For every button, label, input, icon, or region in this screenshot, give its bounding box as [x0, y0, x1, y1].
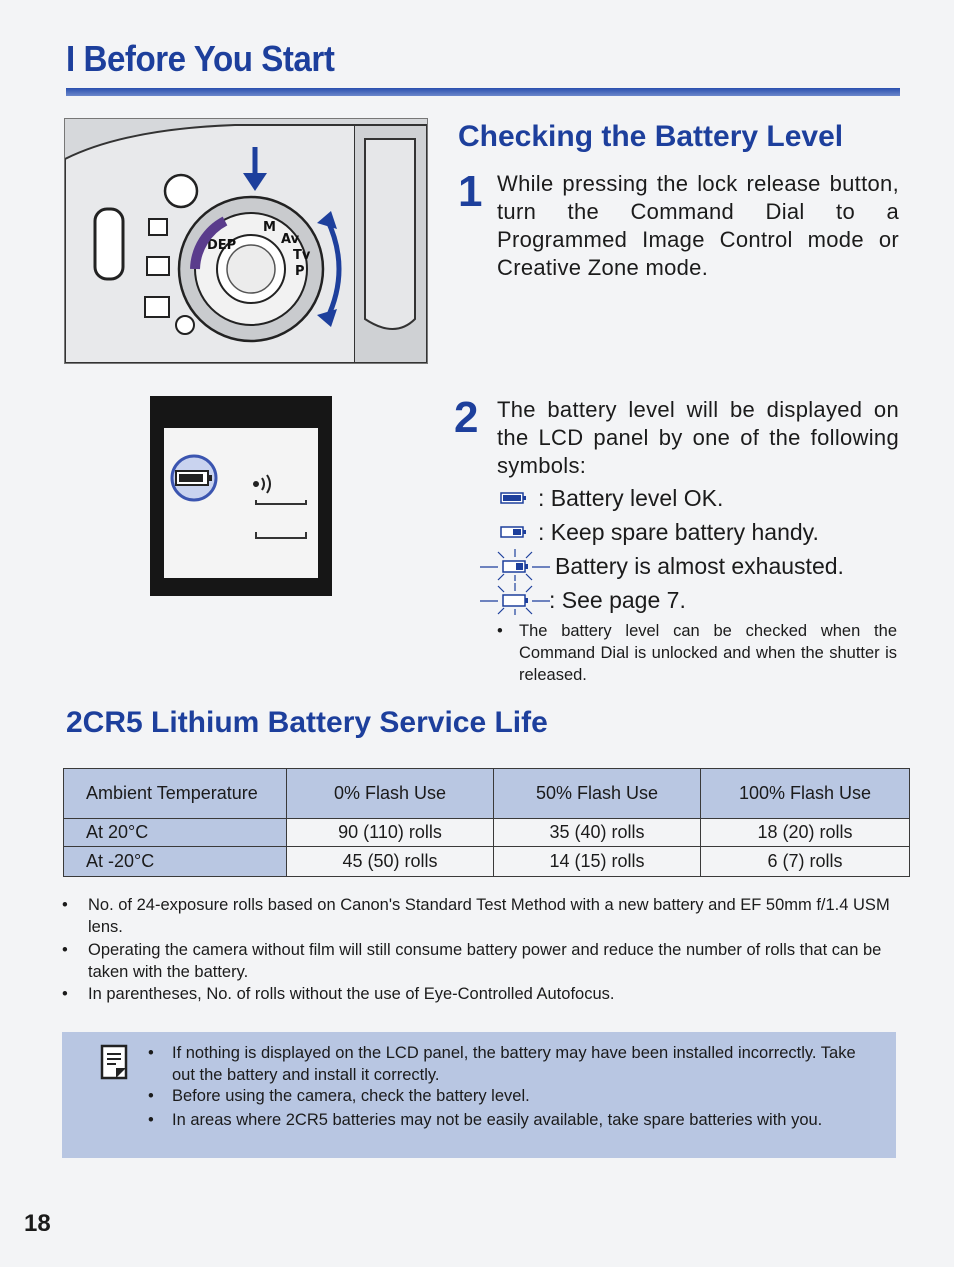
dial-mode-p: P	[295, 264, 305, 279]
table-note-3	[62, 983, 898, 1005]
bullet: •	[148, 1044, 154, 1062]
camera-dial-illustration	[64, 118, 428, 364]
symbol-row-see-page	[478, 582, 898, 616]
dial-mode-tv: Tv	[293, 248, 311, 263]
table-cell: 35 (40) rolls	[494, 819, 701, 847]
table-row-header: At 20°C	[64, 819, 287, 847]
title-rule	[66, 88, 900, 96]
dial-mode-av: Av	[281, 232, 300, 247]
table-note-text: Operating the camera without film will still consume battery power and reduce the number of rolls that can be taken with the battery.	[88, 941, 882, 981]
table-cell: 14 (15) rolls	[494, 847, 701, 877]
lcd-drawing	[150, 396, 332, 596]
lcd-panel-illustration	[150, 396, 332, 596]
camera-top-drawing	[65, 119, 427, 363]
bullet: •	[497, 622, 503, 640]
bullet: •	[62, 985, 68, 1003]
memo-item-1	[148, 1042, 868, 1086]
memo-item-text: Before using the camera, check the battery level.	[172, 1087, 530, 1105]
table-note-text: No. of 24-exposure rolls based on Canon's Standard Test Method with a new battery and EF 50mm f/1.4 USM lens.	[88, 896, 890, 936]
memo-item-text: In areas where 2CR5 batteries may not be easily available, take spare batteries with you.	[172, 1111, 823, 1129]
bullet: •	[148, 1087, 154, 1105]
table-row	[64, 819, 910, 847]
memo-item-text: If nothing is displayed on the LCD panel, the battery may have been installed incorrectly. Take out the battery and install it correctly.	[172, 1044, 856, 1084]
service-life-heading: 2CR5 Lithium Battery Service Life	[66, 706, 548, 739]
battery-low-icon	[500, 525, 528, 539]
table-note-1	[62, 894, 898, 938]
table-note-2	[62, 939, 898, 983]
page-number: 18	[24, 1210, 51, 1237]
battery-blinking-half-icon	[478, 548, 552, 582]
table-cell: 18 (20) rolls	[701, 819, 910, 847]
step-1-number: 1	[458, 167, 483, 216]
table-header-cell: Ambient Temperature	[64, 769, 287, 819]
symbol-row-spare	[500, 519, 900, 549]
step-2-number: 2	[454, 393, 479, 442]
step-2-note-text: The battery level can be checked when the Command Dial is unlocked and when the shutter is released.	[519, 622, 897, 684]
memo-icon	[100, 1044, 128, 1080]
symbol-ok-label: : Battery level OK.	[538, 485, 724, 511]
service-life-table-wrap	[63, 768, 910, 877]
table-cell: 45 (50) rolls	[287, 847, 494, 877]
bullet: •	[148, 1111, 154, 1129]
symbol-row-ok	[500, 485, 900, 515]
memo-item-3	[148, 1109, 868, 1131]
table-row-header: At -20°C	[64, 847, 287, 877]
step-1-text: While pressing the lock release button, turn the Command Dial to a Programmed Image Control mode or Creative Zone mode.	[497, 171, 899, 280]
symbol-exhausted-label: Battery is almost exhausted.	[555, 553, 844, 579]
table-note-text: In parentheses, No. of rolls without the use of Eye-Controlled Autofocus.	[88, 985, 615, 1003]
table-header-cell: 50% Flash Use	[494, 769, 701, 819]
step-2-text: The battery level will be displayed on the LCD panel by one of the following symbols:	[497, 397, 899, 478]
table-cell: 6 (7) rolls	[701, 847, 910, 877]
battery-blinking-empty-icon	[478, 582, 552, 616]
table-header-cell: 0% Flash Use	[287, 769, 494, 819]
bullet: •	[62, 896, 68, 914]
bullet: •	[62, 941, 68, 959]
dial-mode-m: M	[263, 220, 276, 235]
memo-box	[62, 1032, 896, 1158]
battery-check-heading: Checking the Battery Level	[458, 120, 844, 153]
memo-item-2	[148, 1085, 868, 1107]
symbol-spare-label: : Keep spare battery handy.	[538, 519, 819, 545]
table-cell: 90 (110) rolls	[287, 819, 494, 847]
table-header-row	[64, 769, 910, 819]
service-life-table	[63, 768, 910, 877]
symbol-row-exhausted	[478, 548, 898, 582]
page-title: I Before You Start	[66, 38, 335, 79]
table-header-cell: 100% Flash Use	[701, 769, 910, 819]
step-2-note	[497, 620, 897, 686]
symbol-see-page-label: : See page 7.	[549, 587, 686, 613]
table-row	[64, 847, 910, 877]
battery-full-icon	[500, 491, 528, 505]
dial-mode-dep: DEP	[207, 238, 237, 253]
